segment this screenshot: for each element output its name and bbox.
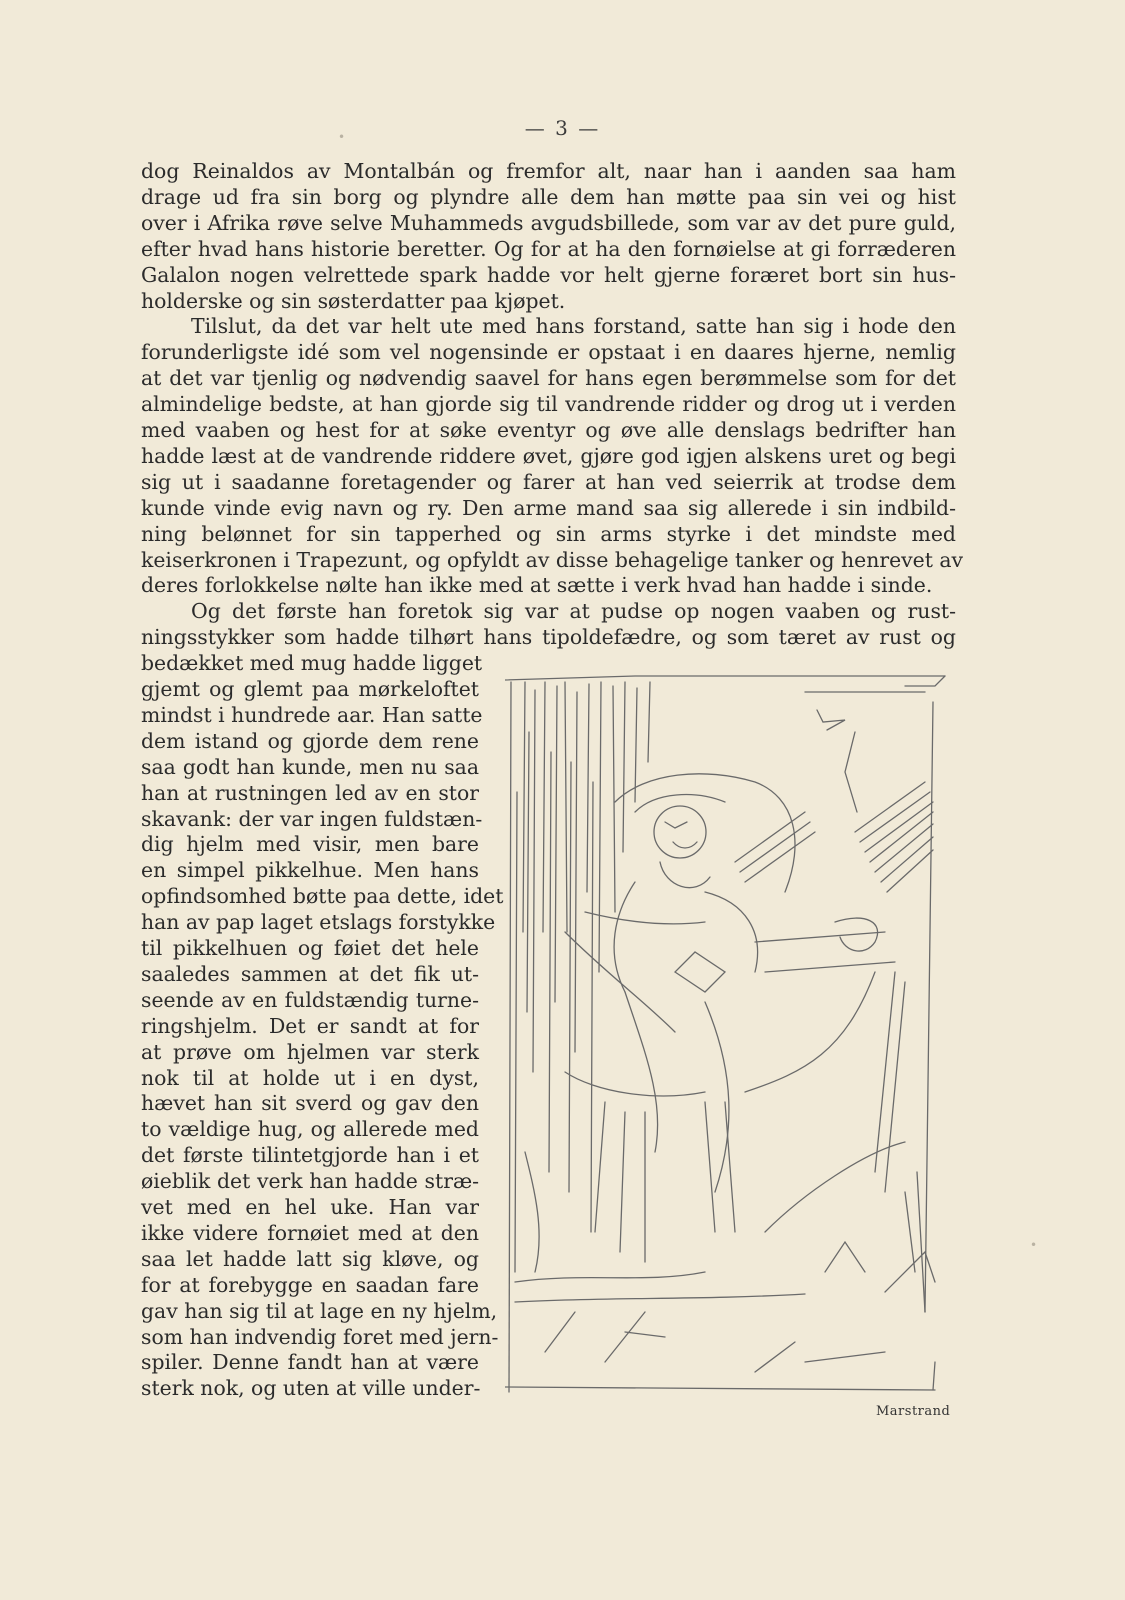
text-line: ning belønnet for sin tapperhed og sin arms styrke i det mindste med	[141, 521, 956, 546]
text-line: saaledes sammen at det fik ut-	[141, 961, 479, 986]
text-line: han av pap laget etslags forstykke	[141, 910, 496, 935]
text-line: med vaaben og hest for at søke eventyr og øve alle denslags bedrifter han	[141, 418, 956, 442]
text-line: som han indvendig foret med jern-	[141, 1324, 499, 1349]
text-line: ringshjelm. Det er sandt at for	[141, 1013, 479, 1038]
text-line: gjemt og glemt paa mørkeloftet	[141, 677, 479, 701]
text-line: en simpel pikkelhue. Men hans	[141, 858, 479, 883]
text-line: Tilslut, da det var helt ute med hans forstand, satte han sig i hode den	[191, 314, 956, 339]
text-line: at det var tjenlig og nødvendig saavel for hans egen berømmelse som for det	[141, 366, 956, 391]
text-line: øieblik det verk han hadde stræ-	[141, 1169, 479, 1194]
page-number: — 3 —	[524, 116, 601, 140]
text-line: Galalon nogen velrettede spark hadde vor helt gjerne foræret bort sin hus-	[141, 262, 956, 287]
text-line: seende av en fuldstændig turne-	[141, 987, 479, 1012]
text-line: hadde læst at de vandrende riddere øvet, gjøre god igjen alskens uret og begi	[141, 443, 956, 468]
text-line: at prøve om hjelmen var sterk	[141, 1039, 479, 1064]
illustration-credit: Marstrand	[876, 1404, 951, 1419]
text-line: sig ut i saadanne foretagender og farer at han ved seierrik at trodse dem	[141, 469, 956, 494]
text-line: til pikkelhuen og føiet det hele	[141, 936, 479, 960]
text-line: Og det første han foretok sig var at pudse op nogen vaaben og rust-	[191, 599, 956, 624]
text-line: han at rustningen led av en stor	[141, 780, 479, 805]
text-line: nok til at holde ut i en dyst,	[141, 1065, 479, 1090]
text-line: sterk nok, og uten at ville under-	[141, 1376, 481, 1401]
text-line: bedækket med mug hadde ligget	[141, 651, 483, 676]
text-line: almindelige bedste, at han gjorde sig til vandrende ridder og drog ut i verden	[141, 392, 956, 417]
ink-speck: •	[338, 130, 346, 144]
text-line: vet med en hel uke. Han var	[141, 1195, 479, 1219]
text-line: holderske og sin søsterdatter paa kjøpet.	[141, 288, 566, 313]
sketch-drawing	[505, 672, 960, 1394]
text-line: hævet han sit sverd og gav den	[141, 1091, 479, 1116]
text-line: forunderligste idé som vel nogensinde er opstaat i en daares hjerne, nemlig	[141, 340, 956, 365]
text-line: saa godt han kunde, men nu saa	[141, 754, 479, 779]
text-line: drage ud fra sin borg og plyndre alle dem han møtte paa sin vei og hist	[141, 184, 956, 209]
text-line: kunde vinde evig navn og ry. Den arme mand saa sig allerede i sin indbild-	[141, 495, 956, 520]
text-line: det første tilintetgjorde han i et	[141, 1143, 479, 1168]
text-line: ningsstykker som hadde tilhørt hans tipoldefædre, og som tæret av rust og	[141, 625, 956, 650]
text-line: mindst i hundrede aar. Han satte	[141, 702, 483, 727]
text-line: to vældige hug, og allerede med	[141, 1117, 479, 1142]
text-line: saa let hadde latt sig kløve, og	[141, 1246, 479, 1271]
text-line: ikke videre fornøiet med at den	[141, 1220, 479, 1245]
text-line: dem istand og gjorde dem rene	[141, 728, 479, 753]
text-line: keiserkronen i Trapezunt, og opfyldt av disse behagelige tanker og henrevet av	[141, 547, 964, 572]
text-line: gav han sig til at lage en ny hjelm,	[141, 1298, 498, 1323]
text-line: over i Afrika røve selve Muhammeds avgudsbillede, som var av det pure guld,	[141, 210, 956, 235]
text-line: efter hvad hans historie beretter. Og for at ha den fornøielse at gi forræderen	[141, 236, 956, 261]
text-line: skavank: der var ingen fuldstæn-	[141, 806, 483, 831]
text-line: dog Reinaldos av Montalbán og fremfor alt, naar han i aanden saa ham	[141, 159, 956, 183]
text-line: dig hjelm med visir, men bare	[141, 832, 479, 857]
text-line: deres forlokkelse nølte han ikke med at sætte i verk hvad han hadde i sinde.	[141, 573, 933, 598]
ink-speck: •	[1030, 1238, 1038, 1252]
text-line: spiler. Denne fandt han at være	[141, 1350, 479, 1375]
text-line: for at forebygge en saadan fare	[141, 1272, 479, 1297]
text-line: opfindsomhed bøtte paa dette, idet	[141, 884, 504, 909]
don-quixote-reading-illustration	[505, 672, 960, 1394]
